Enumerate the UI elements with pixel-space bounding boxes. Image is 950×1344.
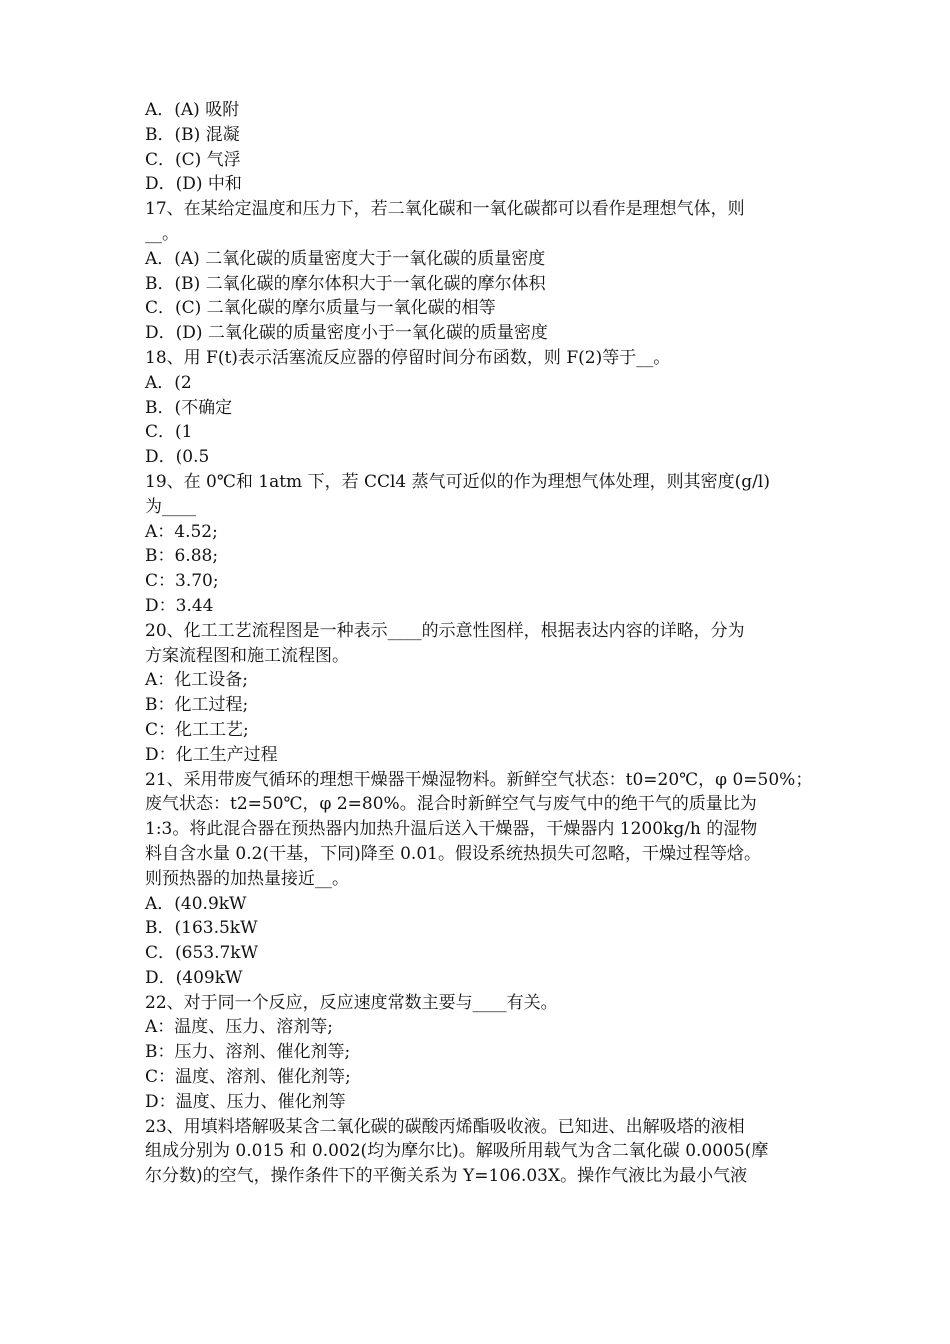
text-line: 废气状态：t2=50℃，φ 2=80%。混合时新鲜空气与废气中的绝干气的质量比为 [145, 794, 757, 815]
text-line: 20、化工工艺流程图是一种表示____的示意性图样，根据表达内容的详略，分为 [145, 620, 745, 641]
text-line: 18、用 F(t)表示活塞流反应器的停留时间分布函数，则 F(2)等于__。 [145, 347, 671, 368]
text-line: 尔分数)的空气，操作条件下的平衡关系为 Y=106.03X。操作气液比为最小气液 [145, 1166, 748, 1187]
text-line: A：4.52; [145, 521, 218, 542]
text-line: 组成分别为 0.015 和 0.002(均为摩尔比)。解吸所用载气为含二氧化碳 0.0005(摩 [145, 1141, 769, 1162]
text-line: B：6.88; [145, 546, 219, 567]
text-line: C：化工工艺; [145, 719, 249, 740]
text-line: B．(B) 混凝 [145, 124, 240, 145]
text-line: D．(D) 中和 [145, 174, 242, 195]
text-line: 23、用填料塔解吸某含二氧化碳的碳酸丙烯酯吸收液。已知进、出解吸塔的液相 [145, 1116, 745, 1137]
text-line: A．(40.9kW [145, 893, 247, 914]
text-line: D：3.44 [145, 595, 214, 616]
text-line: C．(1 [145, 422, 193, 443]
text-line: C．(C) 气浮 [145, 149, 241, 170]
text-line: D：温度、压力、催化剂等 [145, 1091, 346, 1112]
text-line: D：化工生产过程 [145, 744, 278, 765]
text-line: 22、对于同一个反应，反应速度常数主要与____有关。 [145, 992, 558, 1013]
text-line: C：3.70; [145, 571, 219, 592]
text-line: D．(0.5 [145, 447, 210, 468]
text-line: B．(不确定 [145, 397, 233, 418]
text-line: A．(A) 吸附 [145, 100, 240, 120]
text-line: 则预热器的加热量接近__。 [145, 868, 349, 889]
text-line: A：化工设备; [145, 670, 249, 691]
text-line: 17、在某给定温度和压力下，若二氧化碳和一氧化碳都可以看作是理想气体，则 [145, 199, 745, 220]
text-line: B：压力、溶剂、催化剂等; [145, 1042, 351, 1063]
text-line: B：化工过程; [145, 695, 249, 716]
text-line: 料自含水量 0.2(干基，下同)降至 0.01。假设系统热损失可忽略，干燥过程等焓。 [145, 843, 761, 864]
text-line: 1:3。将此混合器在预热器内加热升温后送入干燥器，干燥器内 1200kg/h 的湿物 [145, 819, 758, 840]
text-line: 为____ [145, 496, 196, 517]
text-line: A．(A) 二氧化碳的质量密度大于一氧化碳的质量密度 [145, 248, 546, 269]
text-line: B．(163.5kW [145, 918, 258, 939]
text-line: B．(B) 二氧化碳的摩尔体积大于一氧化碳的摩尔体积 [145, 273, 546, 294]
text-line: C：温度、溶剂、催化剂等; [145, 1067, 351, 1088]
text-line: A．(2 [145, 372, 192, 393]
text-line: 19、在 0℃和 1atm 下，若 CCl4 蒸气可近似的作为理想气体处理，则其密度(g/l) [145, 471, 770, 492]
text-line: 方案流程图和施工流程图。 [145, 645, 349, 666]
text-line: A：温度、压力、溶剂等; [145, 1017, 334, 1038]
text-line: C．(653.7kW [145, 943, 259, 964]
text-line: __。 [145, 223, 179, 244]
text-line: C．(C) 二氧化碳的摩尔质量与一氧化碳的相等 [145, 298, 496, 319]
text-line: 21、采用带废气循环的理想干燥器干燥湿物料。新鲜空气状态：t0=20℃，φ 0=50%； [145, 769, 813, 790]
text-line: D．(409kW [145, 967, 243, 988]
text-line: D．(D) 二氧化碳的质量密度小于一氧化碳的质量密度 [145, 323, 548, 344]
